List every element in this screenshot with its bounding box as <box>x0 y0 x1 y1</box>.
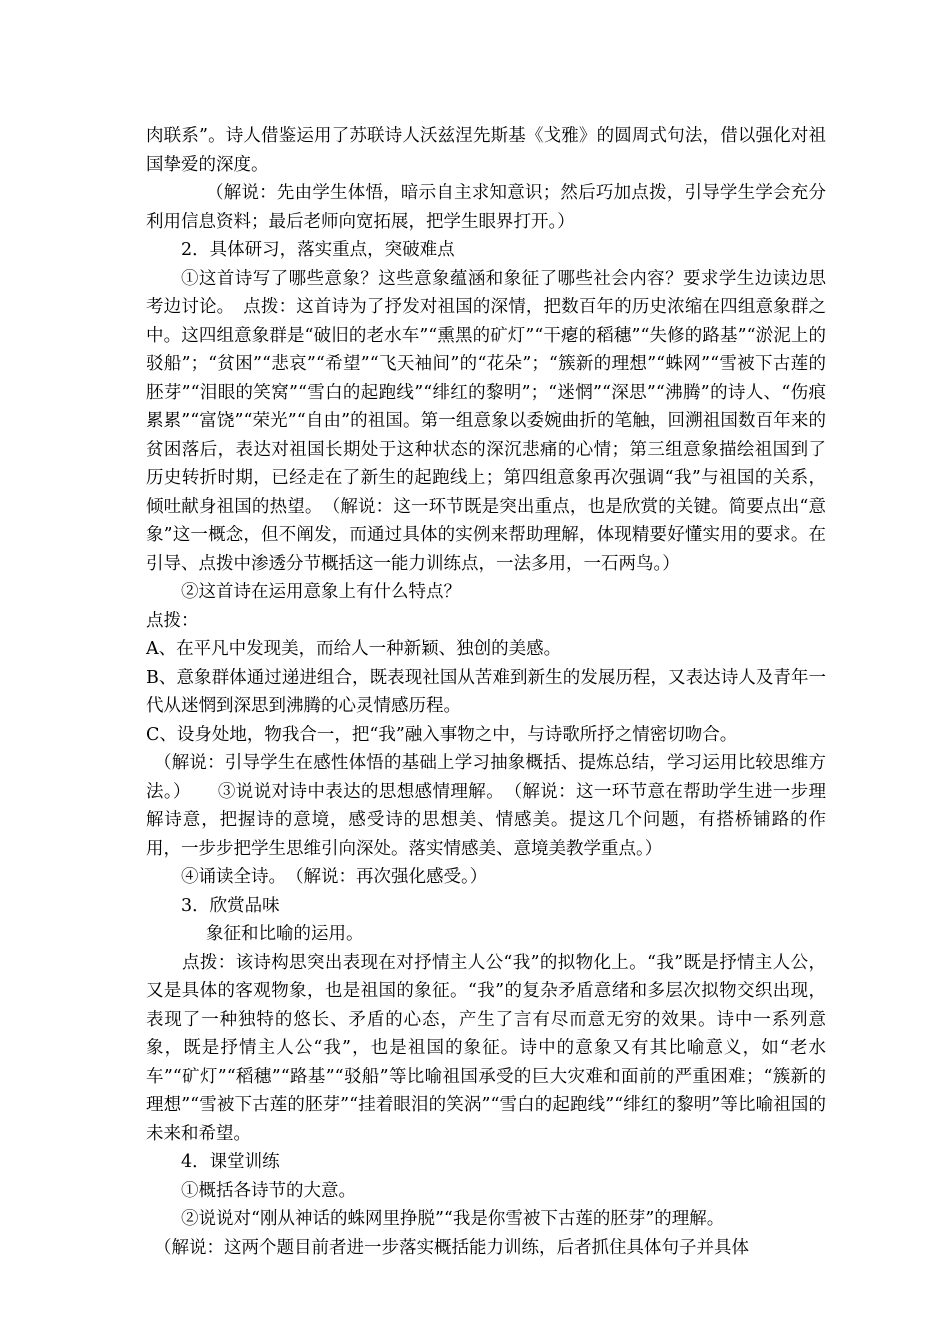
document-body <box>146 122 826 1262</box>
paragraph-intro-continuation: 肉联系”。诗人借鉴运用了苏联诗人沃兹涅先斯基《戈雅》的圆周式句法，借以强化对祖国挚爱的深度。 <box>146 126 826 175</box>
section-heading-2: 2．具体研习，落实重点，突破难点 <box>181 240 455 260</box>
paragraph-exercise-1: ①概括各诗节的大意。 <box>181 1180 356 1201</box>
paragraph-exercise-2: ②说说对“刚从神话的蛛网里挣脱”“我是你雪被下古莲的胚芽”的理解。 <box>181 1209 725 1229</box>
paragraph-explanation-1: （解说：先由学生体悟，暗示自主求知意识；然后巧加点拨，引导学生学会充分利用信息资料；最后老师向宽拓展，把学生眼界打开。） <box>146 183 826 232</box>
section-heading-4: 4．课堂训练 <box>181 1152 280 1172</box>
paragraph-question-1: ①这首诗写了哪些意象？这些意象蕴涵和象征了哪些社会内容？要求学生边读边思考边讨论。 点拨：这首诗为了抒发对祖国的深情，把数百年的历史浓缩在四组意象群之中。这四组意象群是“破旧的老水车”“熏黑的矿灯”“干瘪的稻穗”“失修的路基”“淤泥上的驳船”；“贫困”“悲哀”“希望”“飞天袖间”的“花朵”；“簇新的理想”“蛛网”“雪被下古莲的胚芽”“泪眼的笑窝”“雪白的起跑线”“绯红的黎明”；“迷惘”“深思”“沸腾”的诗人、“伤痕累累”“富饶”“荣光”“自由”的祖国。第一组意象以委婉曲折的笔触，回溯祖国数百年来的贫困落后，表达对祖国长期处于这种状态的深沉悲痛的心情；第三组意象描绘祖国到了历史转折时期，已经走在了新生的起跑线上；第四组意象再次强调“我”与祖国的关系，倾吐献身祖国的热望。 （解说：这一环节既是突出重点，也是欣赏的关键。简要点出“意象”这一概念，但不阐发，而通过具体的实例来帮助理解，体现精要好懂实用的要求。在引导、点拨中渗透分节概括这一能力训练点，一法多用，一石两鸟。） <box>146 268 826 574</box>
paragraph-explanation-2: （解说：引导学生在感性体悟的基础上学习抽象概括、提炼总结，学习运用比较思维方法。） ③说说对诗中表达的思想感情理解。 （解说：这一环节意在帮助学生进一步理解诗意，把握诗的意境，感受诗的思想美、情感美。提这几个问题，有搭桥铺路的作用，一步步把学生思维引向深处。落实情感美、意境美教学重点。） <box>146 753 826 859</box>
paragraph-recite: ④诵读全诗。 （解说：再次强化感受。） <box>181 867 488 887</box>
paragraph-question-2: ②这首诗在运用意象上有什么特点？ <box>181 582 461 602</box>
section-heading-3: 3．欣赏品味 <box>181 895 280 916</box>
paragraph-hint-label: 点拨： <box>146 610 199 631</box>
paragraph-symbol-metaphor: 象征和比喻的运用。 <box>206 924 364 944</box>
list-item-b: B、意象群体通过递进组合，既表现社国从苦难到新生的发展历程，又表达诗人及青年一代从迷惘到深思到沸腾的心灵情感历程。 <box>146 667 826 716</box>
paragraph-hint-analysis: 点拨：该诗构思突出表现在对抒情主人公“我”的拟物化上。“我”既是抒情主人公，又是具体的客观物象，也是祖国的象征。“我”的复杂矛盾意绪和多层次拟物交织出现，表现了一种独特的悠长、矛盾的心态，产生了言有尽而意无穷的效果。诗中一系列意象，既是抒情主人公“我”，也是祖国的象征。诗中的意象又有其比喻意义，如“老水车”“矿灯”“稻穗”“路基”“驳船”等比喻祖国承受的巨大灾难和面前的严重困难；“簇新的理想”“雪被下古莲的胚芽”“挂着眼泪的笑涡”“雪白的起跑线”“绯红的黎明”等比喻祖国的未来和希望。 <box>146 952 826 1144</box>
list-item-c: C、设身处地，物我合一，把“我”融入事物之中，与诗歌所抒之情密切吻合。 <box>146 724 738 745</box>
list-item-a: A、在平凡中发现美，而给人一种新颖、独创的美感。 <box>146 639 562 659</box>
paragraph-explanation-3: （解说：这两个题目前者进一步落实概括能力训练，后者抓住具体句子并具体 <box>154 1237 749 1258</box>
